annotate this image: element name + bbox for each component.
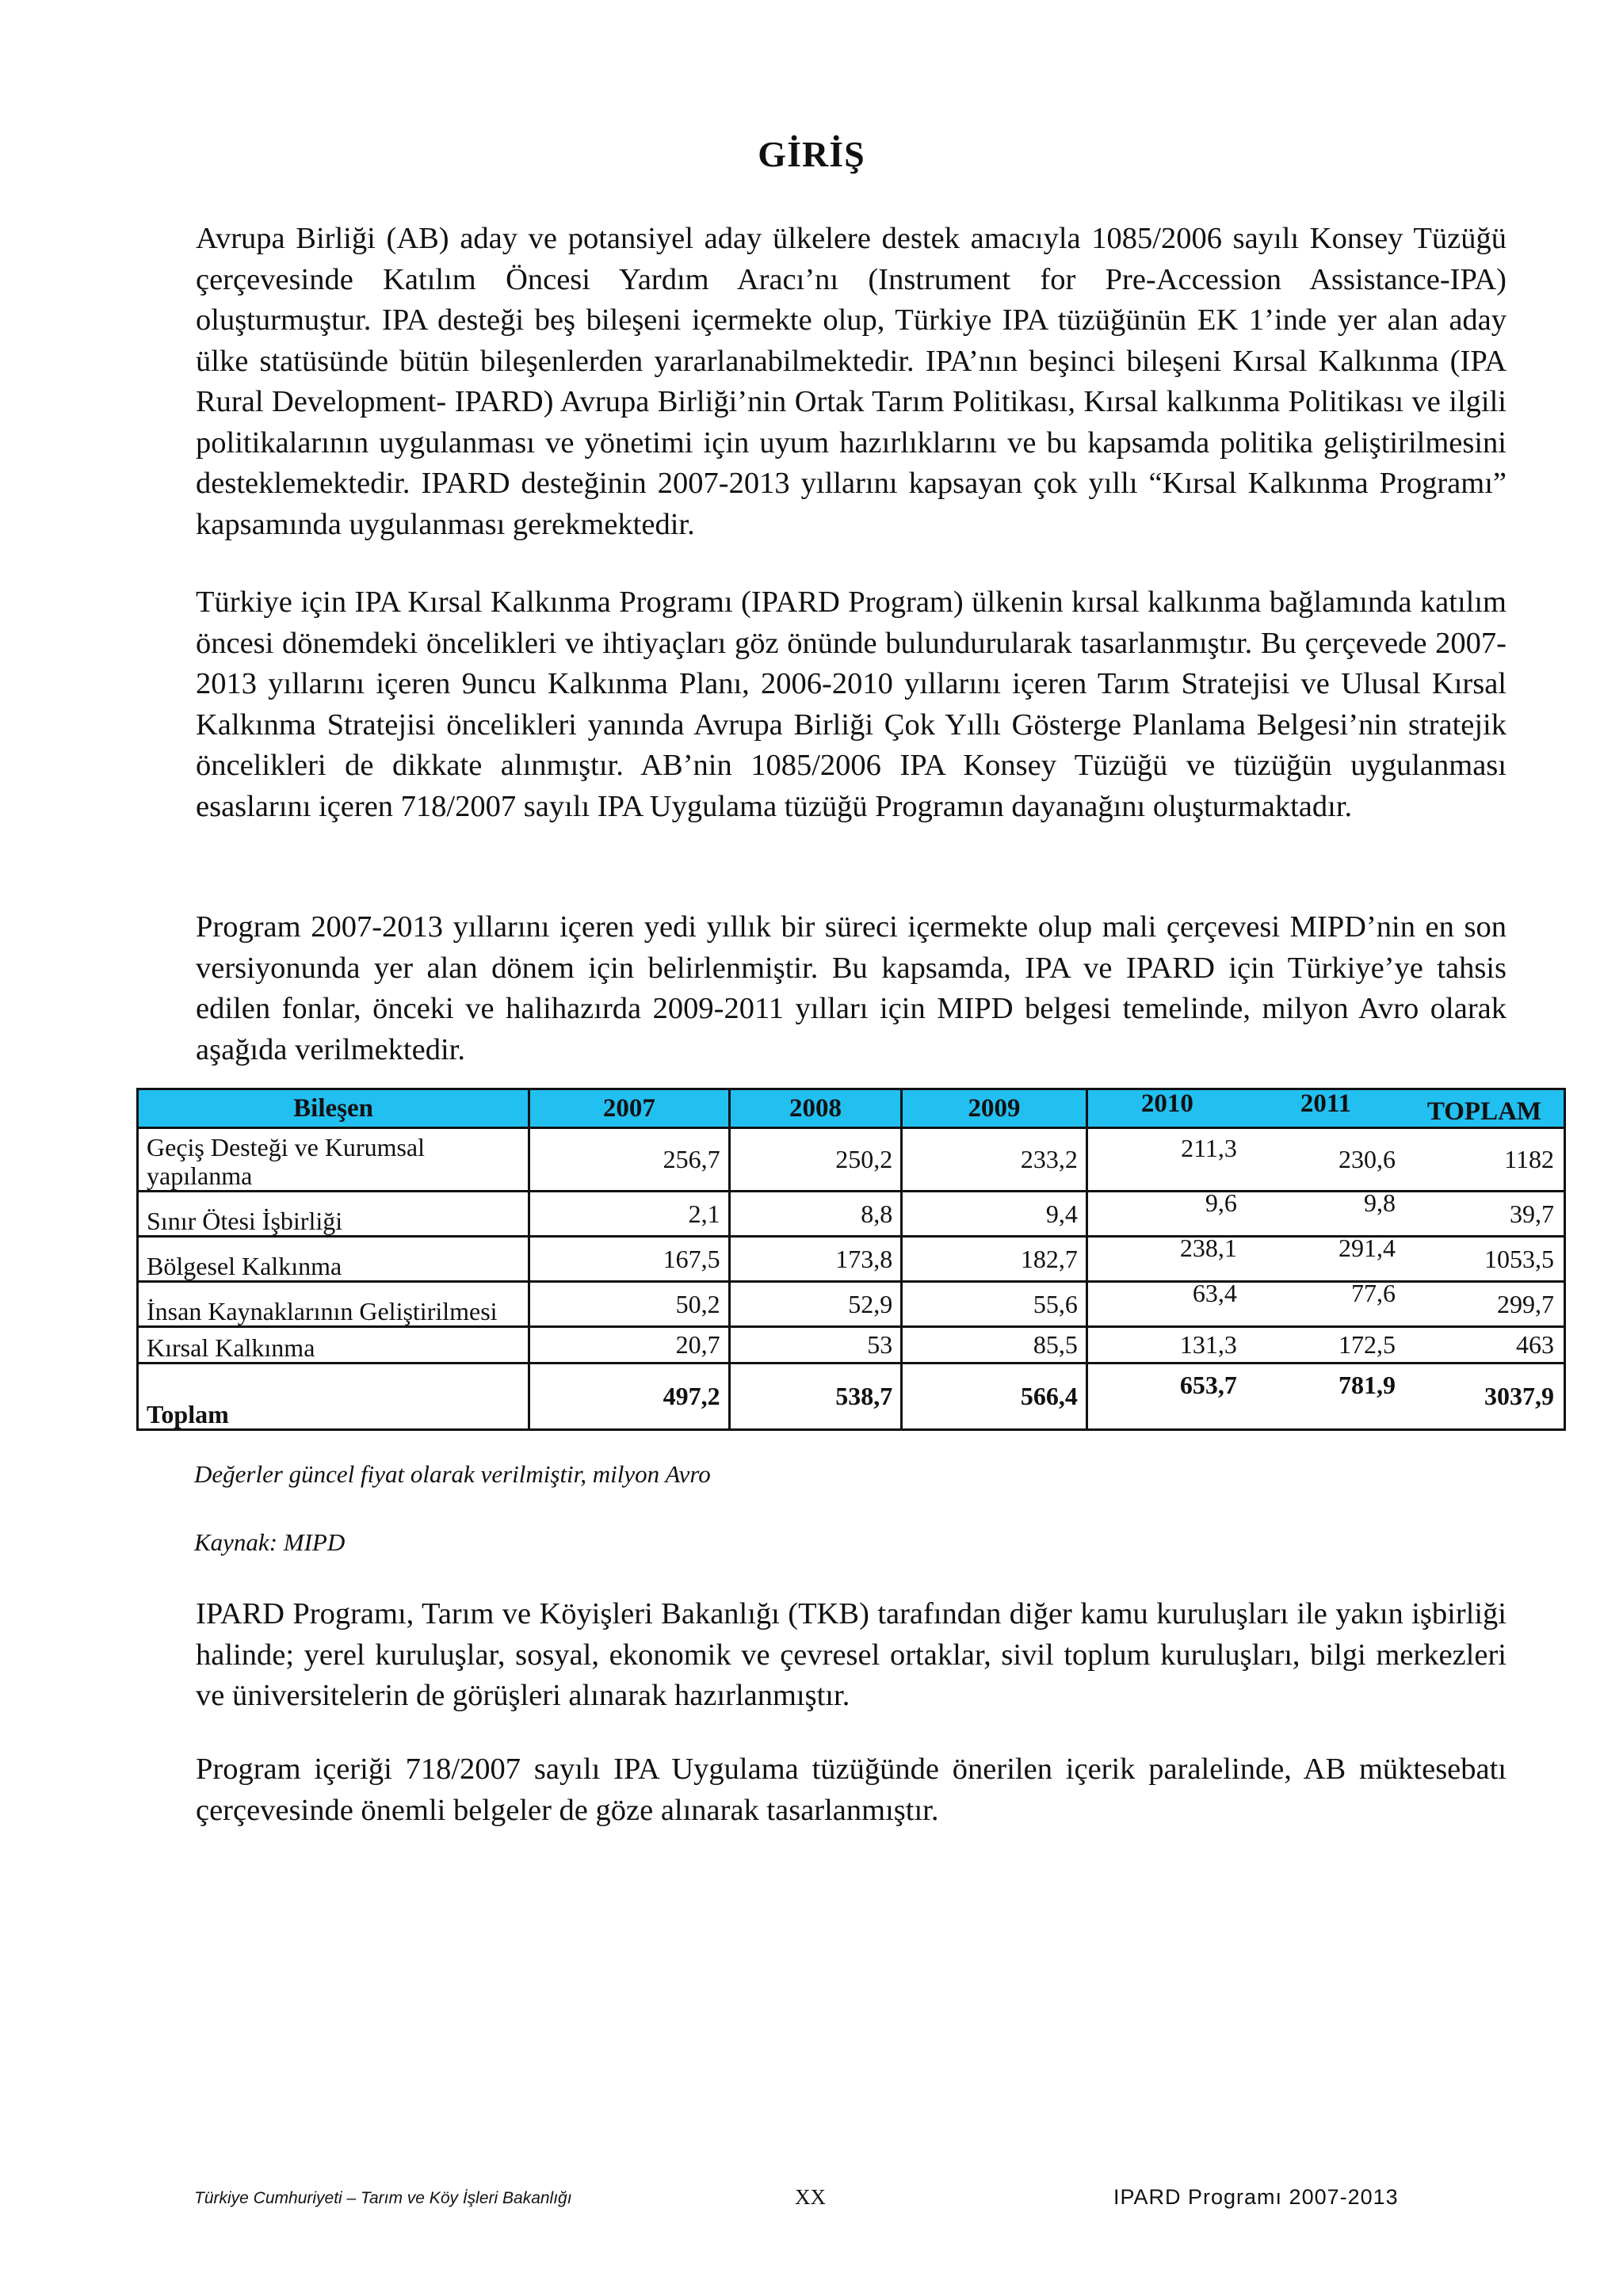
table-total-row [138,1363,1565,1430]
cell-2009: 566,4 [902,1363,1087,1430]
column-header-2009: 2009 [902,1089,1087,1128]
cell-2010: 211,3 [1181,1134,1237,1162]
table-row [138,1192,1565,1237]
cell-2007: 20,7 [529,1327,730,1363]
cell-total: 1053,5 [1484,1244,1554,1273]
table-row [138,1282,1565,1327]
cell-total: 1182 [1504,1145,1554,1173]
cell-2007: 2,1 [529,1192,730,1237]
cell-2007: 256,7 [529,1128,730,1192]
ipa-funding-table [136,1088,1566,1431]
row-label: İnsan Kaynaklarının Geliştirilmesi [138,1282,529,1327]
intro-paragraph-financial-frame: Program 2007-2013 yıllarını içeren yedi yıllık bir süreci içermekte olup mali çerçevesi MIPD’nin en son versiyonunda yer alan dönem için belirlenmiştir. Bu kapsamda, IPA ve IPARD için Türkiye’ye tahsis edilen fonlar, önceki ve halihazırda 2009-2011 yılları için MIPD belgesi temelinde, milyon Avro olarak aşağıda verilmektedir. [196,910,1507,1066]
cell-2011: 781,9 [1338,1371,1396,1399]
column-header-2010: 2010 [1140,1089,1193,1118]
cell-2010: 131,3 [1179,1330,1237,1359]
footer-page-number: XX [795,2185,826,2209]
cell-2010: 63,4 [1192,1278,1237,1307]
cell-2008: 173,8 [729,1237,902,1282]
cell-2010: 238,1 [1179,1233,1237,1262]
column-header-group-2010-total [1086,1089,1564,1128]
cell-2009: 182,7 [902,1237,1087,1282]
intro-paragraph-ipa: Avrupa Birliği (AB) aday ve potansiyel aday ülkelere destek amacıyla 1085/2006 sayılı Konsey Tüzüğü çerçevesinde Katılım Öncesi Yardım Aracı’nı (Instrument for Pre-Accession Assistance-IPA) oluşturmuştur. IPA desteği beş bileşeni içermekte olup, Türkiye IPA tüzüğünün EK 1’inde yer alan aday ülke statüsünde bütün bileşenlerden yararlanabilmektedir. IPA’nın beşinci bileşeni Kırsal Kalkınma (IPA Rural Development- IPARD) Avrupa Birliği’nin Ortak Tarım Politikası, Kırsal kalkınma Politikası ve ilgili politikalarının uygulanması ve yönetimi için uyum hazırlıklarını ve bu kapsamda politika geliştirilmesini desteklemektedir. IPARD desteğinin 2007-2013 yıllarını kapsayan çok yıllı “Kırsal Kalkınma Programı” kapsamında uygulanması gerekmektedir. [196,222,1507,541]
cell-2010: 653,7 [1179,1371,1237,1399]
cell-2009: 55,6 [902,1282,1087,1327]
cell-2009: 233,2 [902,1128,1087,1192]
cell-group-2010-total [1086,1188,1564,1237]
footer-ministry: Türkiye Cumhuriyeti – Tarım ve Köy İşleri Bakanlığı [194,2189,572,2207]
cell-group-2010-total [1086,1363,1564,1430]
column-header-2011: 2011 [1300,1089,1351,1118]
intro-paragraph-preparation: IPARD Programı, Tarım ve Köyişleri Bakanlığı (TKB) tarafından diğer kamu kuruluşları ile yakın işbirliği halinde; yerel kuruluşlar, sosyal, ekonomik ve çevresel ortaklar, sivil toplum kuruluşları, bilgi merkezleri ve üniversitelerin de görüşleri alınarak hazırlanmıştır. [196,1597,1507,1712]
row-label: Bölgesel Kalkınma [138,1237,529,1282]
cell-2011: 291,4 [1338,1233,1396,1262]
intro-paragraph-ipard-design: Türkiye için IPA Kırsal Kalkınma Programı (IPARD Program) ülkenin kırsal kalkınma bağlamında katılım öncesi dönemdeki öncelikleri ve ihtiyaçları göz önünde bulundurularak tasarlanmıştır. Bu çerçevede 2007-2013 yıllarını içeren 9uncu Kalkınma Planı, 2006-2010 yıllarını içeren Tarım Stratejisi ve Ulusal Kırsal Kalkınma Stratejisi öncelikleri yanında Avrupa Birliği Çok Yıllı Gösterge Planlama Belgesi’nin stratejik öncelikleri de dikkate alınmıştır. AB’nin 1085/2006 IPA Konsey Tüzüğü ve tüzüğün uygulanması esaslarını içeren 718/2007 sayılı IPA Uygulama tüzüğü Programın dayanağını oluşturmaktadır. [196,585,1507,823]
cell-2011: 172,5 [1338,1330,1396,1359]
row-label-total: Toplam [138,1363,529,1430]
row-label: Sınır Ötesi İşbirliği [138,1192,529,1237]
intro-paragraph-content: Program içeriği 718/2007 sayılı IPA Uygulama tüzüğünde önerilen içerik paralelinde, AB müktesebatı çerçevesinde önemli belgeler de göze alınarak tasarlanmıştır. [196,1753,1507,1827]
row-label: Geçiş Desteği ve Kurumsal yapılanma [138,1128,529,1192]
cell-group-2010-total [1086,1128,1564,1192]
table-row [138,1237,1565,1282]
column-header-total: TOPLAM [1426,1097,1542,1126]
table-row [138,1128,1565,1192]
column-header-2007: 2007 [529,1089,730,1128]
table-row [138,1327,1565,1363]
source-note: Kaynak: MIPD [194,1528,346,1556]
cell-2007: 497,2 [529,1363,730,1430]
cell-2008: 52,9 [729,1282,902,1327]
cell-2011: 230,6 [1338,1145,1396,1173]
row-label: Kırsal Kalkınma [138,1327,529,1363]
cell-2008: 8,8 [729,1192,902,1237]
cell-2011: 9,8 [1363,1188,1396,1217]
cell-group-2010-total [1086,1278,1564,1327]
cell-2007: 167,5 [529,1237,730,1282]
cell-group-2010-total [1086,1327,1564,1363]
page-title: GİRİŞ [758,134,865,174]
column-header-2008: 2008 [729,1089,902,1128]
table-header-row [138,1089,1565,1128]
cell-2010: 9,6 [1205,1188,1237,1217]
cell-2011: 77,6 [1350,1278,1396,1307]
values-note: Değerler güncel fiyat olarak verilmiştir, milyon Avro [194,1460,711,1488]
cell-2008: 53 [729,1327,902,1363]
cell-2008: 250,2 [729,1128,902,1192]
column-header-component: Bileşen [138,1089,529,1128]
cell-2007: 50,2 [529,1282,730,1327]
cell-total: 39,7 [1509,1199,1554,1228]
cell-group-2010-total [1086,1233,1564,1282]
cell-2008: 538,7 [729,1363,902,1430]
footer-program-title: IPARD Programı 2007-2013 [1113,2185,1399,2209]
cell-total: 463 [1515,1330,1554,1359]
cell-total: 3037,9 [1484,1382,1554,1410]
cell-2009: 9,4 [902,1192,1087,1237]
cell-total: 299,7 [1496,1289,1554,1318]
cell-2009: 85,5 [902,1327,1087,1363]
